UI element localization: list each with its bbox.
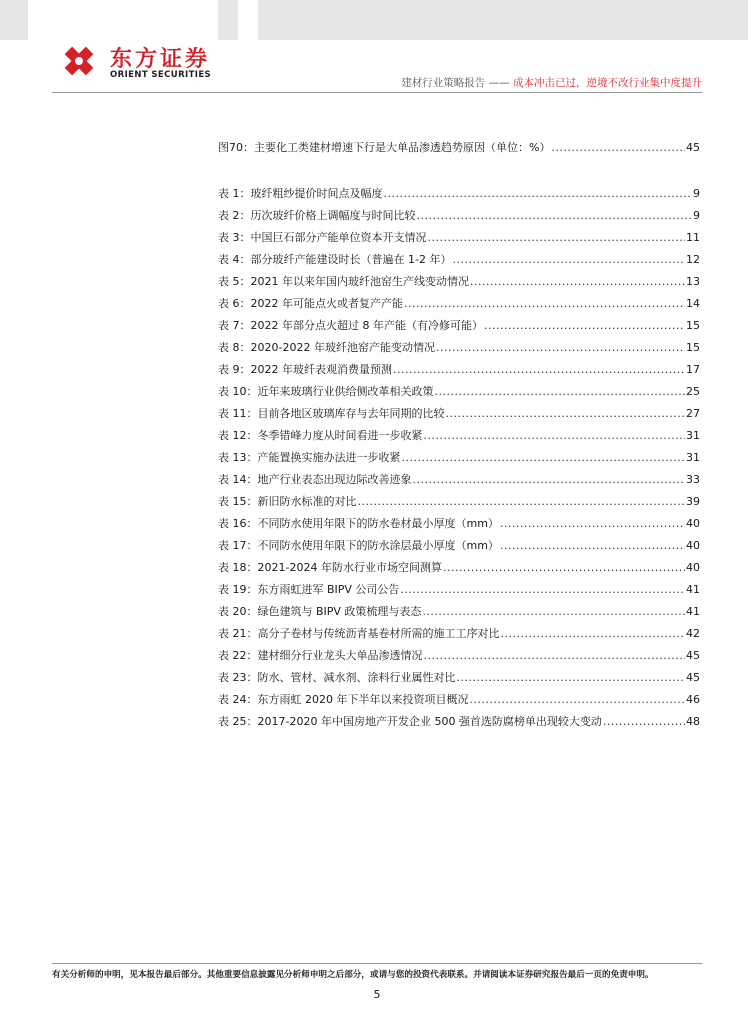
toc-leader-dots xyxy=(424,645,686,667)
toc-leader-dots xyxy=(484,315,685,337)
toc-entry-label: 表 4：部分玻纤产能建设时长（普遍在 1-2 年） xyxy=(218,253,452,266)
toc-leader-dots xyxy=(501,623,686,645)
toc-entry-page: 45 xyxy=(686,671,700,684)
toc-entry-page: 41 xyxy=(686,605,700,618)
toc-entry-table-21[interactable] xyxy=(218,623,700,645)
toc-entry-table-17[interactable] xyxy=(218,535,700,557)
toc-leader-dots xyxy=(452,249,685,271)
toc-entry-label: 表 12：冬季错峰力度从时间看进一步收紧 xyxy=(218,429,423,442)
toc-leader-dots xyxy=(402,447,686,469)
toc-leader-dots xyxy=(417,205,693,227)
toc-entry-table-13[interactable] xyxy=(218,447,700,469)
toc-leader-dots xyxy=(500,535,685,557)
toc-entry-table-6[interactable] xyxy=(218,293,700,315)
toc-entry-table-15[interactable] xyxy=(218,491,700,513)
top-decoration xyxy=(0,0,754,40)
toc-entry-label: 表 24：东方雨虹 2020 年下半年以来投资项目概况 xyxy=(218,693,469,706)
report-subtitle: 成本冲击已过，逆境不改行业集中度提升 xyxy=(513,77,702,89)
toc-leader-dots xyxy=(413,469,686,491)
toc-entry-table-25[interactable] xyxy=(218,711,700,733)
toc-entry-label: 表 14：地产行业表态出现边际改善迹象 xyxy=(218,473,412,486)
top-bar-segment xyxy=(258,0,748,40)
toc-leader-dots xyxy=(551,137,685,159)
toc-entry-label: 表 3：中国巨石部分产能单位资本开支情况 xyxy=(218,231,427,244)
toc-entry-page: 48 xyxy=(686,715,700,728)
toc-entry-page: 46 xyxy=(686,693,700,706)
toc-leader-dots xyxy=(500,513,685,535)
report-header-title xyxy=(401,75,702,90)
toc-entry-table-23[interactable] xyxy=(218,667,700,689)
toc-entry-label: 表 13：产能置换实施办法进一步收紧 xyxy=(218,451,401,464)
toc-entry-label: 表 17：不同防水使用年限下的防水涂层最小厚度（mm） xyxy=(218,539,499,552)
logo-chinese-name: 东方证券 xyxy=(110,47,211,72)
toc-entry-label: 表 20：绿色建筑与 BIPV 政策梳理与表态 xyxy=(218,605,422,618)
toc-entry-table-10[interactable] xyxy=(218,381,700,403)
toc-entry-table-8[interactable] xyxy=(218,337,700,359)
report-type: 建材行业策略报告 xyxy=(401,77,486,89)
toc-entry-page: 40 xyxy=(686,539,700,552)
toc-entry-page: 15 xyxy=(686,341,700,354)
toc-entry-label: 表 7：2022 年部分点火超过 8 年产能（有冷修可能） xyxy=(218,319,483,332)
toc-leader-dots xyxy=(400,579,685,601)
table-list xyxy=(218,183,700,733)
toc-entry-label: 表 5：2021 年以来年国内玻纤池窑生产线变动情况 xyxy=(218,275,469,288)
toc-entry-table-20[interactable] xyxy=(218,601,700,623)
toc-leader-dots xyxy=(428,227,686,249)
toc-entry-table-12[interactable] xyxy=(218,425,700,447)
toc-entry-figure-70[interactable] xyxy=(218,137,700,159)
toc-entry-label: 表 16：不同防水使用年限下的防水卷材最小厚度（mm） xyxy=(218,517,499,530)
toc-entry-page: 27 xyxy=(686,407,700,420)
toc-entry-label: 表 9：2022 年玻纤表观消费量预测 xyxy=(218,363,392,376)
toc-leader-dots xyxy=(469,689,685,711)
toc-leader-dots xyxy=(384,183,693,205)
toc-entry-page: 17 xyxy=(686,363,700,376)
toc-entry-label: 表 15：新旧防水标准的对比 xyxy=(218,495,357,508)
toc-entry-table-4[interactable] xyxy=(218,249,700,271)
toc-entry-label: 表 19：东方雨虹进军 BIPV 公司公告 xyxy=(218,583,400,596)
top-bar-segment xyxy=(218,0,238,40)
toc-entry-page: 40 xyxy=(686,561,700,574)
toc-entry-label: 表 2：历次玻纤价格上调幅度与时间比较 xyxy=(218,209,416,222)
toc-entry-label: 表 21：高分子卷材与传统沥青基卷材所需的施工工序对比 xyxy=(218,627,500,640)
toc-entry-page: 14 xyxy=(686,297,700,310)
toc-entry-table-9[interactable] xyxy=(218,359,700,381)
toc-leader-dots xyxy=(457,667,686,689)
table-of-contents xyxy=(218,137,700,733)
toc-entry-table-7[interactable] xyxy=(218,315,700,337)
toc-entry-page: 9 xyxy=(693,209,700,222)
toc-entry-label: 图70：主要化工类建材增速下行是大单品渗透趋势原因（单位：%） xyxy=(218,141,551,154)
toc-entry-label: 表 10：近年来玻璃行业供给侧改革相关政策 xyxy=(218,385,434,398)
toc-entry-page: 11 xyxy=(686,231,700,244)
toc-entry-table-5[interactable] xyxy=(218,271,700,293)
toc-entry-label: 表 23：防水、管材、减水剂、涂料行业属性对比 xyxy=(218,671,456,684)
top-bar-segment xyxy=(0,0,28,40)
footer-disclaimer: 有关分析师的申明，见本报告最后部分。其他重要信息披露见分析师申明之后部分，或请与您的投资代表联系。并请阅读本证券研究报告最后一页的免责申明。 xyxy=(52,970,654,980)
toc-entry-page: 31 xyxy=(686,429,700,442)
toc-entry-label: 表 6：2022 年可能点火或者复产产能 xyxy=(218,297,403,310)
toc-leader-dots xyxy=(443,557,685,579)
toc-leader-dots xyxy=(404,293,685,315)
toc-entry-table-22[interactable] xyxy=(218,645,700,667)
header-separator: —— xyxy=(485,77,513,89)
toc-entry-page: 9 xyxy=(693,187,700,200)
page-number: 5 xyxy=(373,988,381,1001)
toc-entry-page: 39 xyxy=(686,495,700,508)
toc-entry-page: 12 xyxy=(686,253,700,266)
company-logo xyxy=(56,38,236,86)
toc-leader-dots xyxy=(393,359,685,381)
toc-leader-dots xyxy=(446,403,686,425)
toc-entry-label: 表 18：2021-2024 年防水行业市场空间测算 xyxy=(218,561,442,574)
footer-divider xyxy=(52,963,702,964)
toc-leader-dots xyxy=(436,337,685,359)
toc-entry-table-11[interactable] xyxy=(218,403,700,425)
toc-leader-dots xyxy=(422,601,685,623)
toc-entry-label: 表 22：建材细分行业龙头大单品渗透情况 xyxy=(218,649,423,662)
header-divider xyxy=(52,92,702,93)
toc-entry-page: 41 xyxy=(686,583,700,596)
toc-entry-page: 42 xyxy=(686,627,700,640)
toc-entry-page: 13 xyxy=(686,275,700,288)
toc-leader-dots xyxy=(424,425,686,447)
toc-entry-page: 40 xyxy=(686,517,700,530)
section-gap xyxy=(218,159,700,183)
toc-leader-dots xyxy=(435,381,686,403)
toc-entry-page: 31 xyxy=(686,451,700,464)
toc-entry-table-14[interactable] xyxy=(218,469,700,491)
toc-entry-table-3[interactable] xyxy=(218,227,700,249)
toc-entry-page: 45 xyxy=(686,141,700,154)
toc-entry-table-19[interactable] xyxy=(218,579,700,601)
toc-entry-page: 33 xyxy=(686,473,700,486)
toc-entry-label: 表 1：玻纤粗纱提价时间点及幅度 xyxy=(218,187,383,200)
toc-entry-label: 表 25：2017-2020 年中国房地产开发企业 500 强首选防腐榜单出现较大变动 xyxy=(218,715,602,728)
toc-entry-table-24[interactable] xyxy=(218,689,700,711)
toc-entry-label: 表 11：目前各地区玻璃库存与去年同期的比较 xyxy=(218,407,445,420)
toc-leader-dots xyxy=(358,491,686,513)
toc-entry-label: 表 8：2020-2022 年玻纤池窑产能变动情况 xyxy=(218,341,435,354)
toc-entry-page: 25 xyxy=(686,385,700,398)
toc-entry-page: 45 xyxy=(686,649,700,662)
toc-entry-table-18[interactable] xyxy=(218,557,700,579)
orient-logo-icon xyxy=(56,38,102,84)
toc-leader-dots xyxy=(603,711,685,733)
toc-leader-dots xyxy=(470,271,685,293)
toc-entry-page: 15 xyxy=(686,319,700,332)
logo-english-name: ORIENT SECURITIES xyxy=(110,70,212,80)
toc-entry-table-2[interactable] xyxy=(218,205,700,227)
toc-entry-table-16[interactable] xyxy=(218,513,700,535)
toc-entry-table-1[interactable] xyxy=(218,183,700,205)
